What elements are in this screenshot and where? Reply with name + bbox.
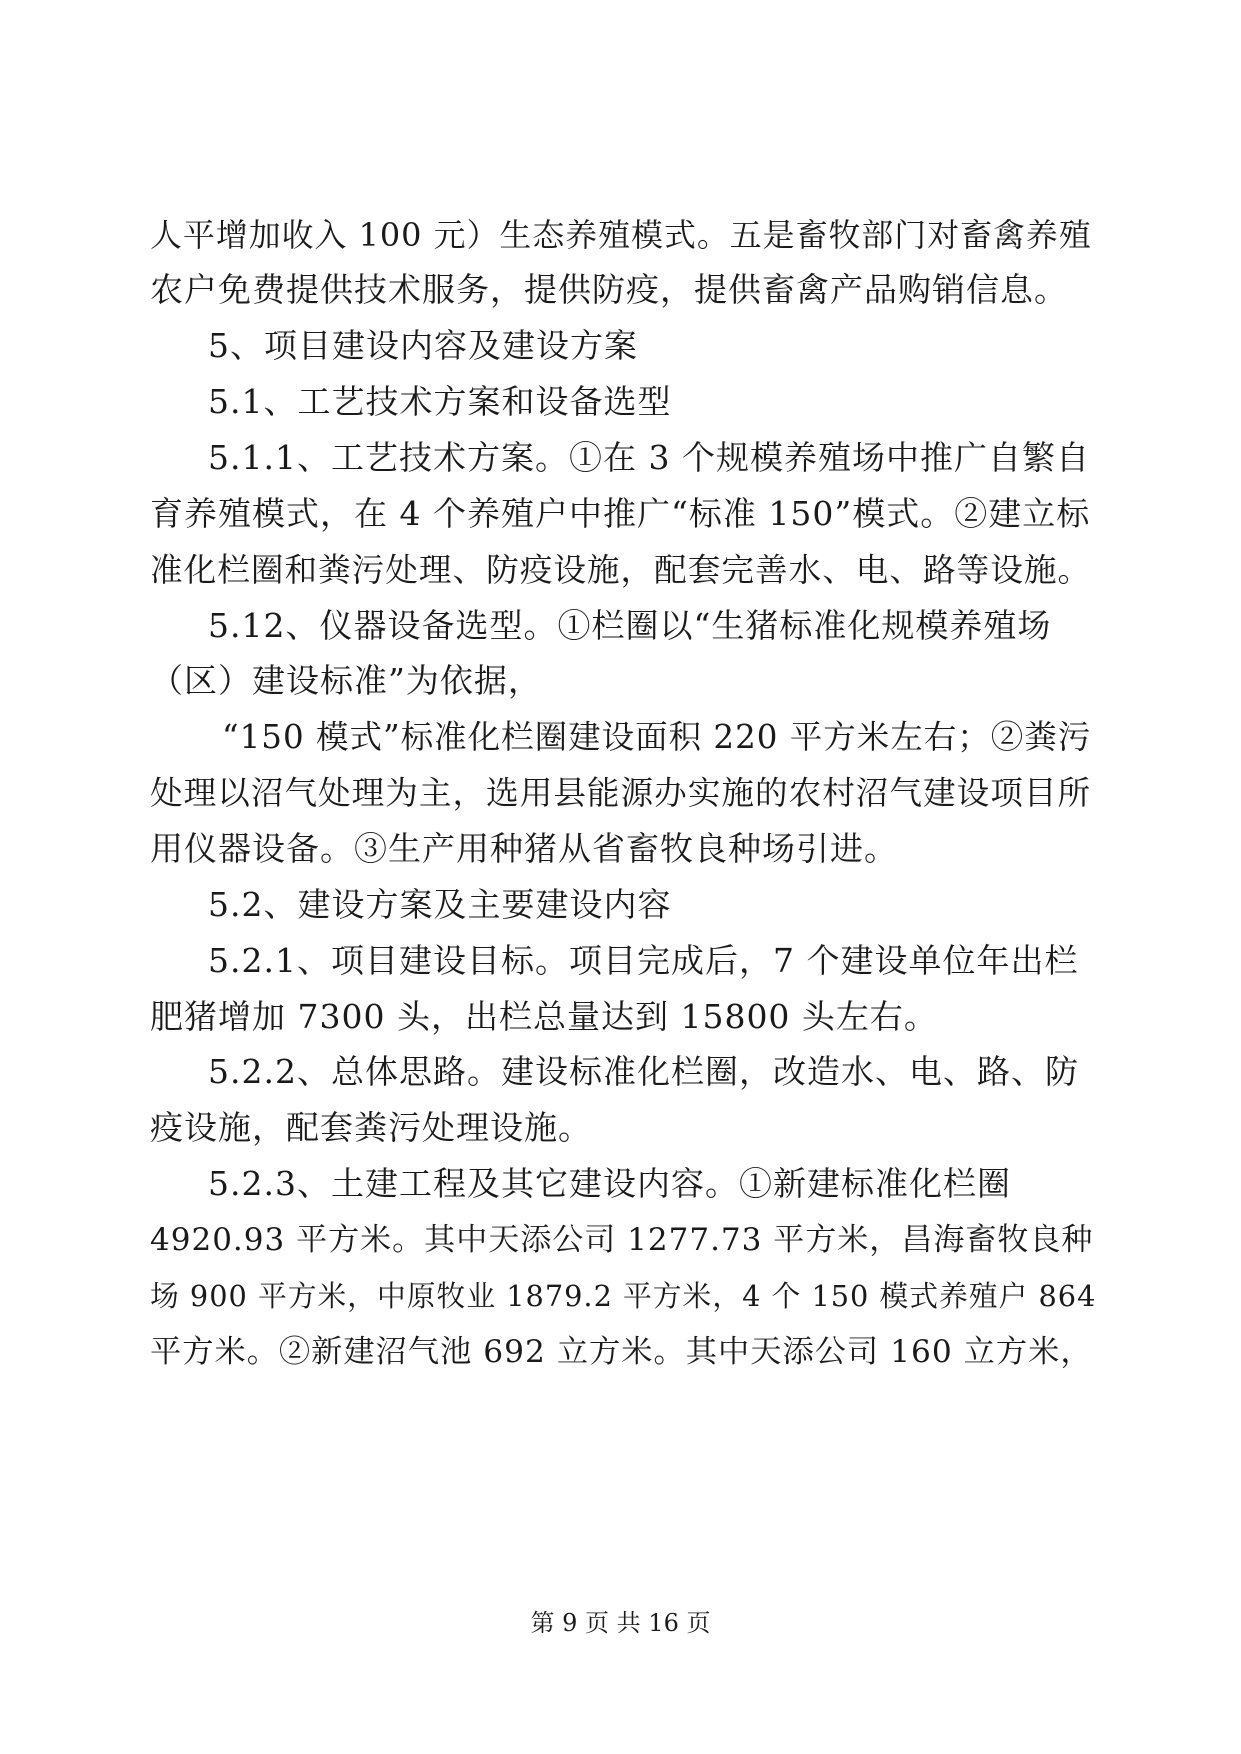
text-line: 5.2.2、总体思路。建设标准化栏圈，改造水、电、路、防 xyxy=(208,1052,1079,1091)
page-number-footer: 第 9 页 共 16 页 xyxy=(530,1609,711,1637)
text-line: 处理以沼气处理为主，选用县能源办实施的农村沼气建设项目所 xyxy=(150,774,1092,812)
text-line: 育养殖模式，在 4 个养殖户中推广“标准 150”模式。②建立标 xyxy=(150,494,1091,533)
text-line: 准化栏圈和粪污处理、防疫设施，配套完善水、电、路等设施。 xyxy=(150,551,1092,589)
text-line: 5.2.3、土建工程及其它建设内容。①新建标准化栏圈 xyxy=(208,1164,1011,1203)
text-line: 场 900 平方米，中原牧业 1879.2 平方米，4 个 150 模式养殖户 864 xyxy=(150,1279,1097,1313)
section-heading: 5、项目建设内容及建设方案 xyxy=(208,326,638,365)
text-line: 5.2.1、项目建设目标。项目完成后，7 个建设单位年出栏 xyxy=(208,941,1079,980)
text-line: 用仪器设备。③生产用种猪从省畜牧良种场引进。 xyxy=(150,829,898,868)
section-heading: 5.2、建设方案及主要建设内容 xyxy=(208,885,672,924)
text-line: “150 模式”标准化栏圈建设面积 220 平方米左右；②粪污 xyxy=(222,718,1092,756)
text-line: 农户免费提供技术服务，提供防疫，提供畜禽产品购销信息。 xyxy=(150,270,1068,309)
text-line: 人平增加收入 100 元）生态养殖模式。五是畜牧部门对畜禽养殖 xyxy=(150,216,1092,254)
text-line: 肥猪增加 7300 头，出栏总量达到 15800 头左右。 xyxy=(150,997,938,1036)
text-line: 平方米。②新建沼气池 692 立方米。其中天添公司 160 立方米， xyxy=(150,1334,1093,1370)
text-line: 4920.93 平方米。其中天添公司 1277.73 平方米，昌海畜牧良种 xyxy=(150,1222,1094,1258)
text-line: 5.12、仪器设备选型。①栏圈以“生猪标准化规模养殖场 xyxy=(208,606,1052,645)
text-line: （区）建设标准”为依据， xyxy=(150,661,542,700)
text-line: 5.1.1、工艺技术方案。①在 3 个规模养殖场中推广自繁自 xyxy=(208,438,1090,477)
text-line: 疫设施，配套粪污处理设施。 xyxy=(150,1108,592,1147)
section-heading: 5.1、工艺技术方案和设备选型 xyxy=(208,382,672,421)
